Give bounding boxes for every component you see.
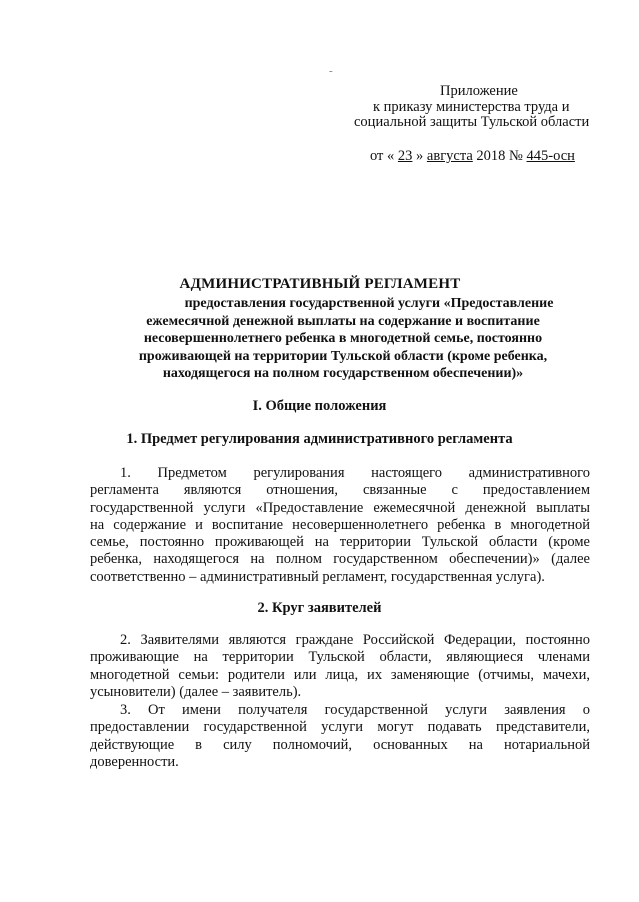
paragraph-line: 2. Заявителями являются граждане Российской Федерации, постоянно [120, 632, 590, 648]
order-day: 23 [397, 148, 413, 164]
paragraph-line: государственной услуги «Предоставление ежемесячной денежной выплаты [90, 499, 590, 516]
order-mid: » [416, 148, 424, 164]
subtitle-line-3: несовершеннолетнего ребенка в многодетной семье, постоянно [143, 331, 543, 346]
paragraph-line: на содержание и воспитание несовершеннолетнего ребенка в многодетной [90, 516, 590, 533]
subtitle-line-5: находящегося на полном государственном обеспечении)» [162, 366, 524, 381]
subtitle-line-4: проживающей на территории Тульской области (кроме ребенка, [138, 348, 548, 364]
paragraph-line: проживающие на территории Тульской области, являющиеся членами [90, 649, 590, 666]
scan-mark: - [329, 65, 333, 77]
subtitle-line-2: ежемесячной денежной выплаты на содержание и воспитание [146, 313, 540, 329]
order-number: 445-осн [526, 148, 575, 164]
paragraph-line: многодетной семьи: родители или лица, их заменяющие (отчимы, мачехи, [90, 666, 590, 683]
paragraph-1 [90, 465, 590, 586]
section-heading-general: I. Общие положения [252, 398, 387, 414]
paragraph-line: соответственно – административный регламент, государственная услуга). [90, 568, 545, 585]
paragraph-line: усыновители) (далее – заявитель). [90, 683, 302, 700]
paragraph-line: действующие в силу полномочий, основанных на нотариальной [90, 736, 590, 753]
paragraph-line: предоставлении государственной услуги могут подавать представители, [90, 719, 590, 736]
paragraph-line: регламента являются отношения, связанные с предоставлением [90, 482, 590, 499]
order-year: 2018 № [476, 148, 523, 164]
order-reference [370, 148, 575, 165]
section-heading-applicants: 2. Круг заявителей [257, 600, 382, 616]
paragraph-line: семье, постоянно проживающей на территории Тульской области (кроме [90, 534, 590, 551]
paragraph-2 [90, 632, 590, 701]
paragraph-line: 3. От имени получателя государственной услуги заявления о [120, 702, 590, 718]
order-prefix: от « [370, 148, 395, 164]
appendix-block [330, 84, 600, 131]
subtitle-line-1: предоставления государственной услуги «Предоставление [184, 296, 554, 311]
document-title: АДМИНИСТРАТИВНЫЙ РЕГЛАМЕНТ [179, 276, 461, 292]
paragraph-line: доверенности. [90, 753, 179, 770]
section-heading-subject: 1. Предмет регулирования административного регламента [126, 431, 513, 447]
appendix-line-2: к приказу министерства труда и [373, 98, 570, 115]
appendix-line-3: социальной защиты Тульской области [354, 114, 590, 130]
order-month: августа [426, 148, 473, 164]
paragraph-line: ребенка, находящегося на полном государственном обеспечении)» (далее [90, 551, 590, 568]
appendix-line-1: Приложение [440, 83, 518, 99]
paragraph-line: 1. Предметом регулирования настоящего административного [120, 465, 590, 481]
document-subtitle [108, 295, 578, 383]
paragraph-3 [90, 702, 590, 771]
